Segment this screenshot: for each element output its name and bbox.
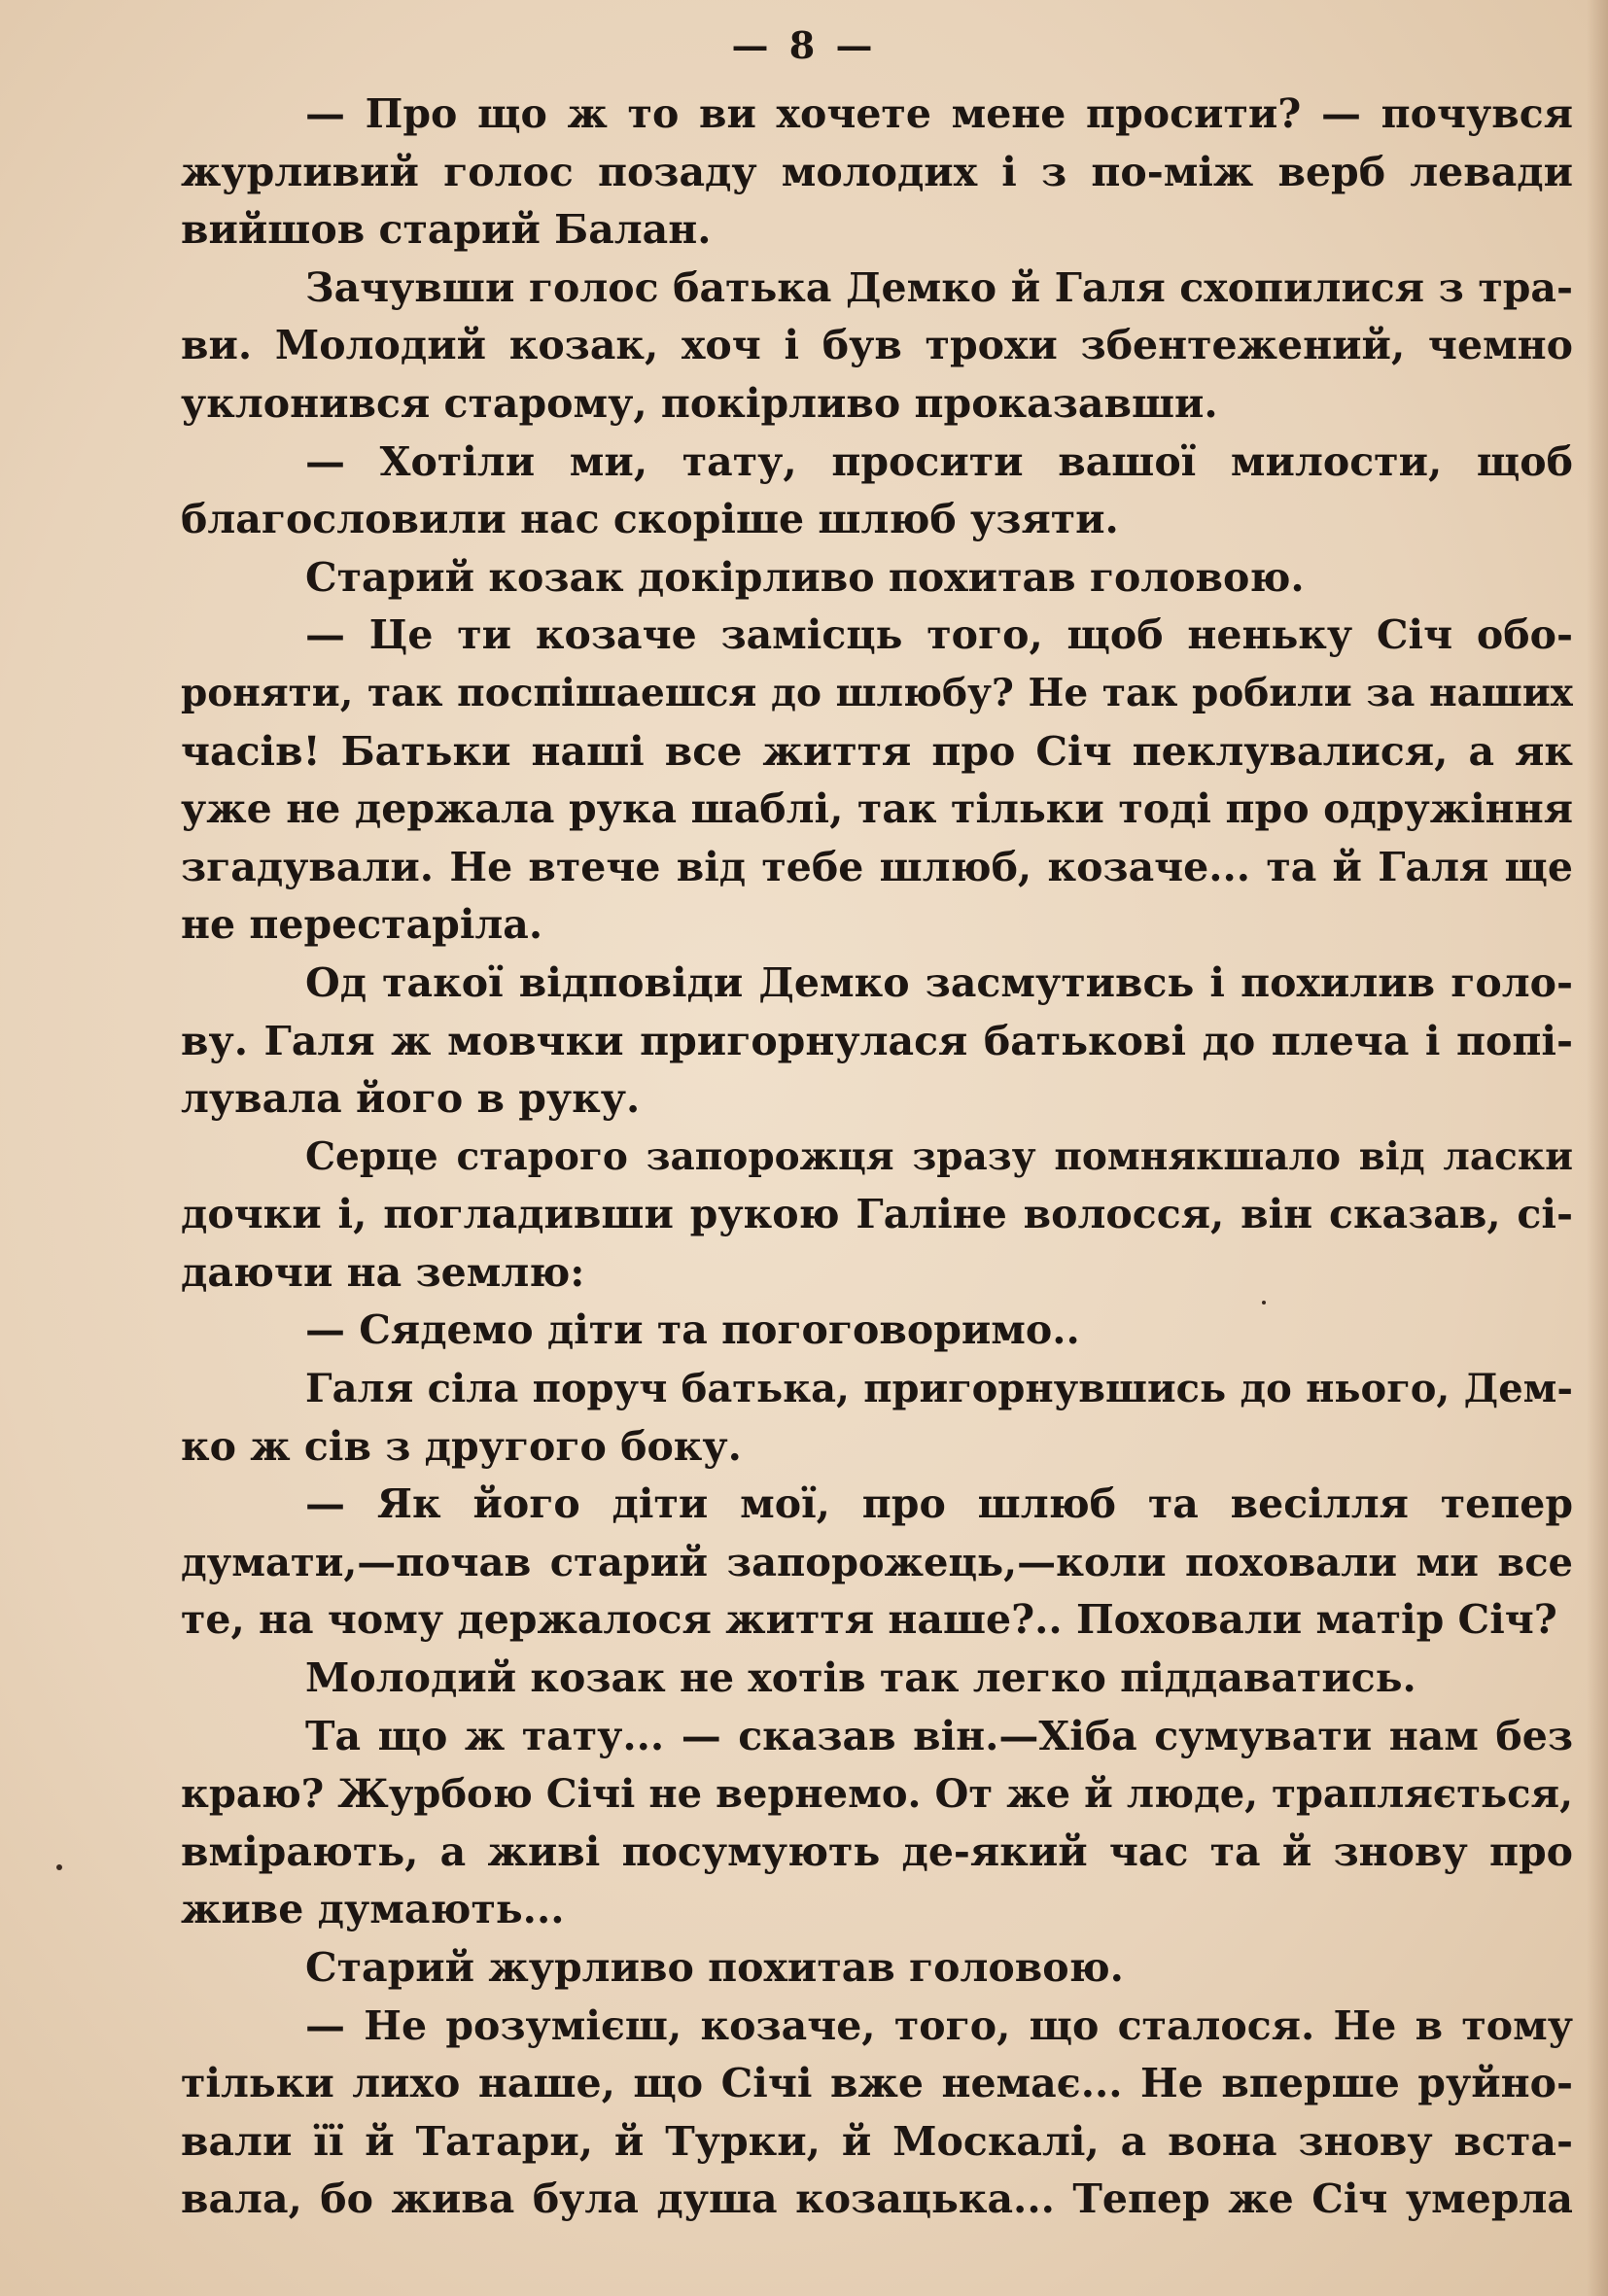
text-line: — Про що ж то ви хочете мене просити? — почувся — [305, 90, 1573, 137]
text-line: живе думають... — [181, 1886, 565, 1933]
text-line: — Сядемо діти та погоговоримо.. — [305, 1306, 1080, 1354]
text-line: роняти, так поспішаешся до шлюбу? Не так робили за наших — [181, 670, 1573, 715]
text-line: Та що ж тату... — сказав він.—Хіба сумувати нам без — [305, 1712, 1573, 1759]
text-line: вийшов старий Балан. — [181, 206, 712, 254]
text-line: вали її й Татари, й Турки, й Москалі, а вона знову вста- — [181, 2117, 1573, 2165]
text-line: уже не держала рука шаблі, так тільки тоді про одружіння — [181, 785, 1573, 833]
text-line: думати,—почав старий запорожець,—коли поховали ми все — [181, 1539, 1573, 1585]
text-line: ви. Молодий козак, хоч і був трохи збентежений, чемно — [181, 322, 1573, 369]
body-text — [181, 86, 1573, 2229]
page-edge-shadow — [1587, 0, 1608, 2296]
text-line: — Це ти козаче замісць того, щоб неньку Січ обо- — [305, 611, 1573, 659]
text-line: ко ж сів з другого боку. — [181, 1422, 742, 1470]
text-line: краю? Журбою Січі не вернемо. От же й люде, трапляється, — [181, 1771, 1573, 1818]
text-line: те, на чому держалося життя наше?.. Поховали матір Січ? — [181, 1596, 1557, 1644]
text-line: Старий журливо похитав головою. — [305, 1944, 1124, 1991]
page-number: — 8 — — [731, 23, 877, 67]
text-line: благословили нас скоріше шлюб узяти. — [181, 496, 1119, 543]
ink-speck — [56, 1864, 62, 1870]
text-line: лувала його в руку. — [181, 1075, 641, 1123]
text-line: — Не розумієш, козаче, того, що сталося. Не в тому — [305, 2001, 1573, 2049]
text-line: Молодий козак не хотів так легко піддаватись. — [305, 1654, 1416, 1702]
text-line: — Хотіли ми, тату, просити вашої милости, щоб — [305, 437, 1573, 485]
text-line: вала, бо жива була душа козацька... Тепер же Січ умерла — [181, 2175, 1573, 2223]
text-line: ву. Галя ж мовчки пригорнулася батькові до плеча і попі- — [181, 1017, 1573, 1064]
text-line: вмірають, а живі посумують де-який час та й знову про — [181, 1827, 1573, 1875]
text-line: Старий козак докірливо похитав головою. — [305, 553, 1305, 601]
text-line: тільки лихо наше, що Січі вже немає... Не вперше руйно- — [181, 2060, 1573, 2107]
text-line: уклонився старому, покірливо проказавши. — [181, 379, 1218, 427]
text-line: Зачувши голос батька Демко й Галя схопилися з тра- — [305, 263, 1573, 311]
text-line: не перестаріла. — [181, 901, 543, 949]
text-line: Галя сіла поруч батька, пригорнувшись до нього, Дем- — [305, 1366, 1573, 1412]
text-line: Од такої відповіди Демко засмутивсь і похилив голо- — [305, 958, 1573, 1006]
text-line: часів! Батьки наші все життя про Січ пеклувалися, а як — [181, 727, 1573, 775]
text-line: Серце старого запорожця зразу помнякшало від ласки — [305, 1133, 1573, 1179]
text-line: згадували. Не втече від тебе шлюб, козаче... та й Галя ще — [181, 843, 1573, 890]
text-line: даючи на землю: — [181, 1248, 585, 1296]
text-line: — Як його діти мої, про шлюб та весілля тепер — [305, 1480, 1573, 1528]
text-line: журливий голос позаду молодих і з по-між верб левади — [181, 148, 1573, 195]
text-line: дочки і, погладивши рукою Галіне волосся, він сказав, сі- — [181, 1191, 1573, 1238]
ink-speck — [1262, 1301, 1266, 1305]
